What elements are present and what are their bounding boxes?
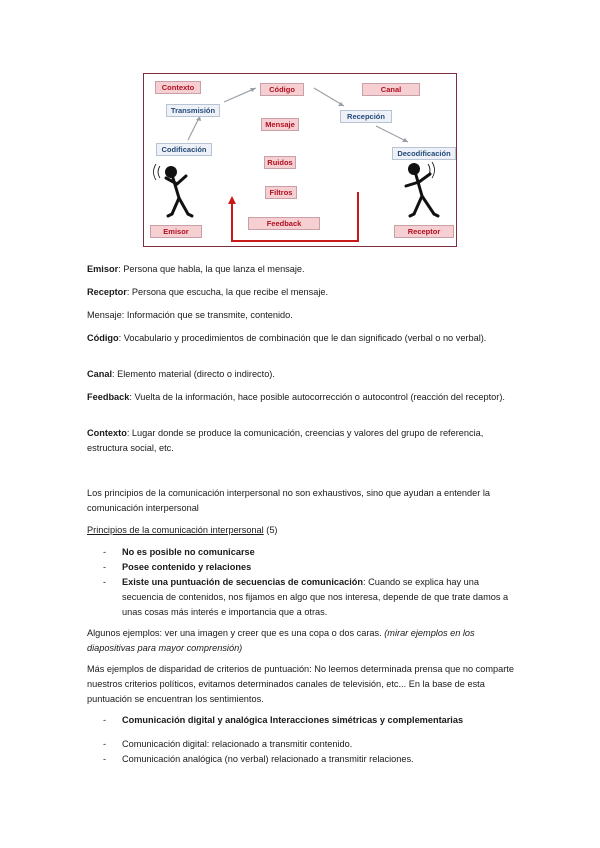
def-mensaje: Mensaje: Información que se transmite, contenido.: [87, 310, 293, 320]
feedback-arrow-head: [228, 196, 236, 204]
mensaje-box: Mensaje: [261, 118, 299, 131]
def-contexto: Contexto: Lugar donde se produce la comunicación, creencias y valores del grupo de referencia, estructura social, etc.: [87, 428, 484, 453]
communication-diagram: [143, 73, 457, 247]
def-feedback: Feedback: Vuelta de la información, hace posible autocorrección o autocontrol (reacción del receptor).: [87, 392, 505, 402]
canal-box: Canal: [362, 83, 420, 96]
feedback-box: Feedback: [248, 217, 320, 230]
arrow-codigo-recepcion: [314, 88, 344, 106]
examples-paragraph: Algunos ejemplos: ver una imagen y creer que es una copa o dos caras. (mirar ejemplos en los diapositivas para mayor comprensión): [87, 628, 475, 653]
def-canal: Canal: Elemento material (directo o indirecto).: [87, 369, 275, 379]
emisor-box: Emisor: [150, 225, 202, 238]
transmision-box: Transmisión: [166, 104, 220, 117]
contexto-box: Contexto: [155, 81, 201, 94]
codigo-box: Código: [260, 83, 304, 96]
ruidos-box: Ruidos: [264, 156, 296, 169]
more-examples-paragraph: Más ejemplos de disparidad de criterios de puntuación: No leemos determinada prensa que no comparte nuestros criterios políticos, evitamos determinados canales de televisión, etc... En la base de esta puntuación se encuentran los sentimientos.: [87, 664, 514, 704]
def-emisor: Emisor: Persona que habla, la que lanza el mensaje.: [87, 264, 305, 274]
def-codigo: Código: Vocabulario y procedimientos de combinación que le dan significado (verbal o no verbal).: [87, 333, 487, 343]
principles-heading: Principios de la comunicación interpersonal (5): [87, 525, 278, 535]
receptor-figure-icon: [406, 163, 438, 216]
recepcion-box: Recepción: [340, 110, 392, 123]
codificacion-box: Codificación: [156, 143, 212, 156]
emisor-sound-icon: [154, 164, 161, 180]
filtros-box: Filtros: [265, 186, 297, 199]
def-receptor: Receptor: Persona que escucha, la que recibe el mensaje.: [87, 287, 329, 297]
arrow-recepcion-decodificacion: [376, 126, 408, 142]
intro-paragraph: Los principios de la comunicación interpersonal no son exhaustivos, sino que ayudan a entender la comunicación interpersonal: [87, 488, 490, 513]
receptor-box: Receptor: [394, 225, 454, 238]
emisor-figure-icon: [165, 166, 192, 216]
decodificacion-box: Decodificación: [392, 147, 456, 160]
